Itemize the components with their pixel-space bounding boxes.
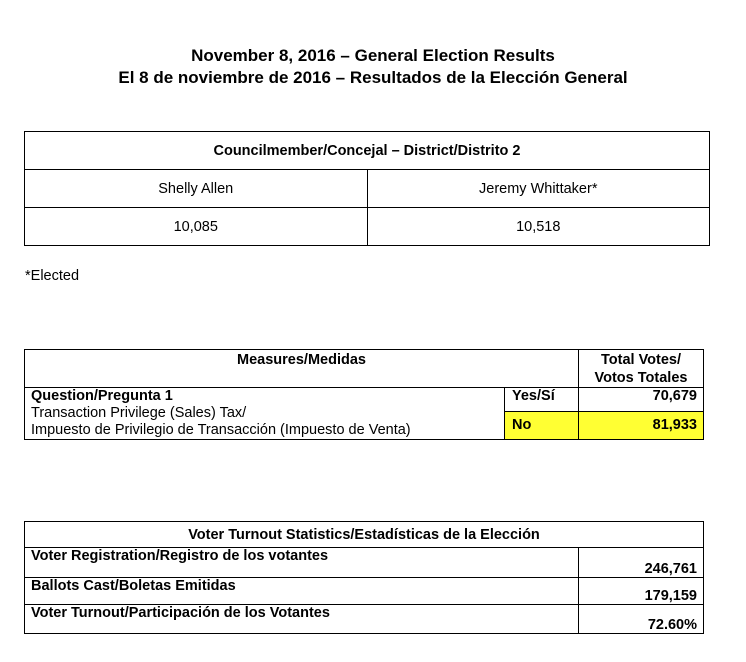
turnout-label: Voter Registration/Registro de los votantes (25, 548, 579, 578)
page-title: November 8, 2016 – General Election Results (191, 46, 555, 65)
total-votes-header (579, 350, 704, 388)
yes-votes: 70,679 (579, 388, 704, 412)
turnout-label: Voter Turnout/Participación de los Votantes (25, 605, 579, 634)
turnout-header-text: Voter Turnout Statistics/Estadísticas de la Elección (188, 526, 540, 543)
total-votes-header-line1: Total Votes/ (600, 352, 682, 368)
page-subtitle: El 8 de noviembre de 2016 – Resultados de la Elección General (118, 68, 628, 87)
measures-header: Measures/Medidas (25, 350, 579, 388)
candidate-votes: 10,518 (367, 208, 710, 246)
question-label: Question/Pregunta 1 (31, 388, 173, 404)
no-votes: 81,933 (579, 411, 704, 439)
total-votes-header-line2: Votos Totales (594, 370, 688, 386)
yes-label: Yes/Sí (505, 388, 579, 412)
question-text-en: Transaction Privilege (Sales) Tax/ (31, 405, 247, 421)
candidate-name: Jeremy Whittaker* (367, 170, 710, 208)
turnout-header (25, 522, 704, 548)
voter-turnout-table (24, 521, 704, 634)
council-header: Councilmember/Concejal – District/Distrito 2 (25, 132, 710, 170)
turnout-value: 246,761 (579, 548, 704, 578)
turnout-value: 72.60% (579, 605, 704, 634)
turnout-value: 179,159 (579, 578, 704, 605)
candidate-name: Shelly Allen (25, 170, 368, 208)
council-results-table (24, 131, 710, 246)
measures-table (24, 349, 704, 440)
question-cell (25, 388, 505, 440)
no-label: No (505, 411, 579, 439)
elected-note: *Elected (25, 268, 80, 284)
turnout-label: Ballots Cast/Boletas Emitidas (25, 578, 579, 605)
question-text-es: Impuesto de Privilegio de Transacción (Impuesto de Venta) (31, 422, 411, 438)
candidate-votes: 10,085 (25, 208, 368, 246)
